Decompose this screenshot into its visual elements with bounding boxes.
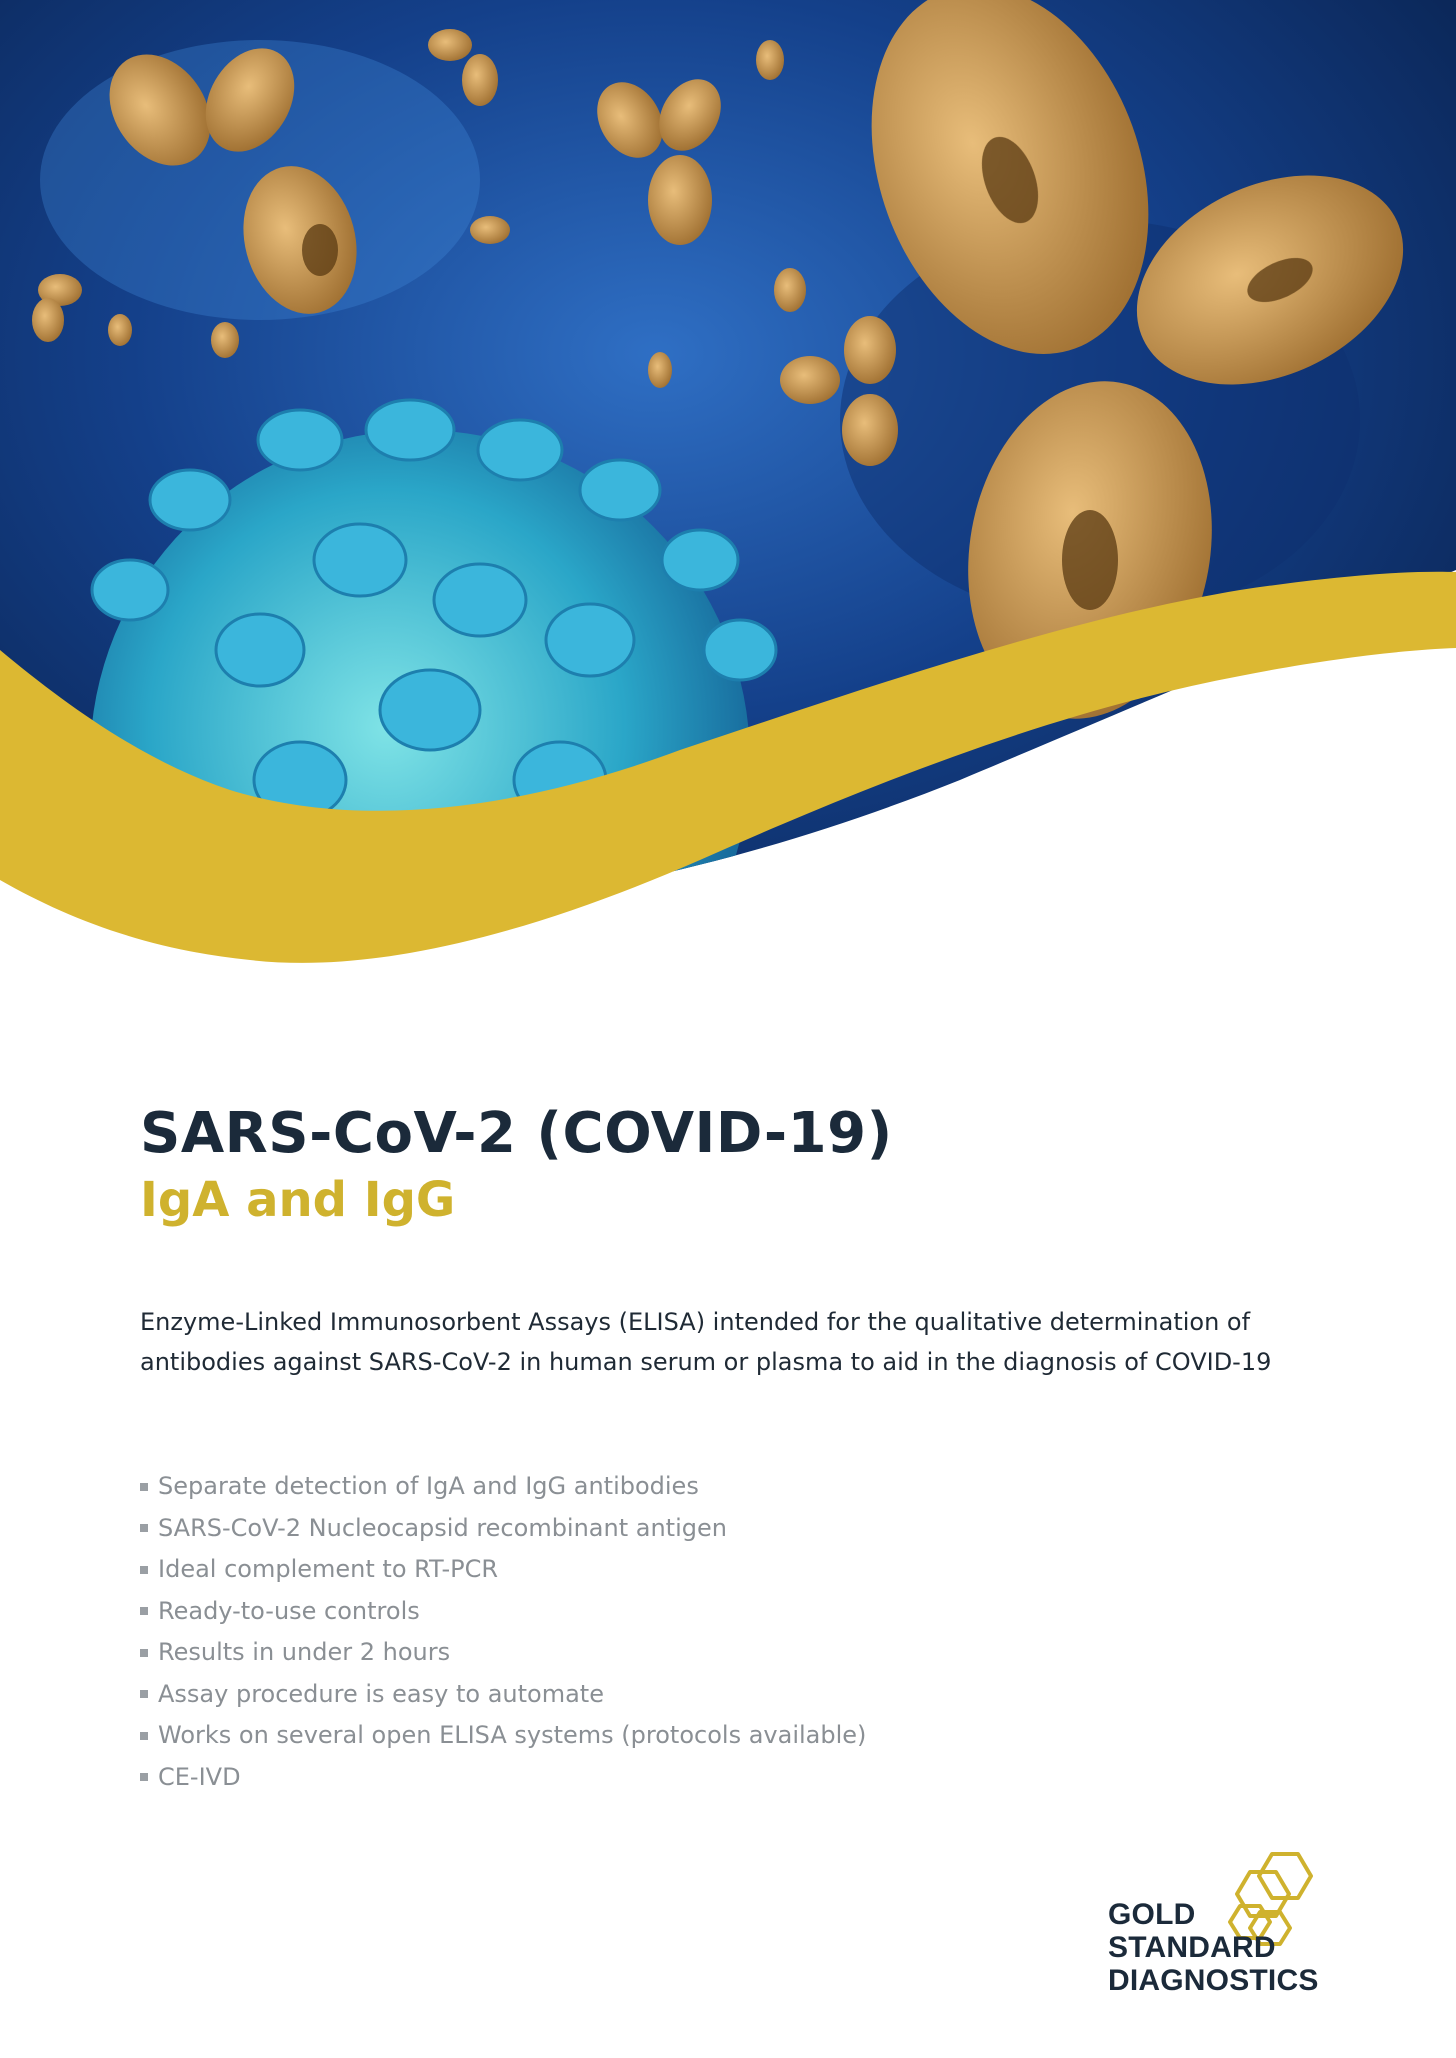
company-logo [1108, 1850, 1328, 2020]
product-info [140, 1100, 1340, 1798]
bullet-icon [140, 1649, 148, 1657]
bullet-icon [140, 1483, 148, 1491]
feature-list [140, 1466, 1340, 1798]
list-item [140, 1632, 1340, 1674]
bullet-icon [140, 1690, 148, 1698]
list-item [140, 1715, 1340, 1757]
bullet-icon [140, 1607, 148, 1615]
hero-illustration [0, 0, 1456, 1010]
logo-line: GOLD [1108, 1898, 1196, 1931]
feature-text: Works on several open ELISA systems (protocols available) [158, 1721, 867, 1749]
hero-image [0, 0, 1456, 1010]
list-item [140, 1549, 1340, 1591]
feature-text: Ideal complement to RT-PCR [158, 1555, 499, 1583]
list-item [140, 1466, 1340, 1508]
list-item [140, 1508, 1340, 1550]
logo-wordmark [1108, 1898, 1319, 1997]
bullet-icon [140, 1732, 148, 1740]
list-item [140, 1674, 1340, 1716]
logo-line: STANDARD [1108, 1931, 1276, 1964]
logo-line: DIAGNOSTICS [1108, 1964, 1319, 1997]
feature-text: Ready-to-use controls [158, 1596, 420, 1625]
bullet-icon [140, 1524, 148, 1532]
feature-text: SARS-CoV-2 Nucleocapsid recombinant antigen [158, 1513, 727, 1542]
product-description: Enzyme-Linked Immunosorbent Assays (ELISA) intended for the qualitative determination of antibodies against SARS-CoV-2 in human serum or plasma to aid in the diagnosis of COVID-19 [140, 1308, 1272, 1376]
page-subtitle: IgA and IgG [140, 1172, 456, 1228]
bullet-icon [140, 1566, 148, 1574]
feature-text: CE-IVD [158, 1762, 241, 1791]
list-item [140, 1591, 1340, 1633]
list-item [140, 1757, 1340, 1799]
bullet-icon [140, 1773, 148, 1781]
page-title: SARS-CoV-2 (COVID-19) [140, 1101, 893, 1166]
feature-text: Separate detection of IgA and IgG antibodies [158, 1472, 699, 1500]
feature-text: Results in under 2 hours [158, 1638, 451, 1666]
feature-text: Assay procedure is easy to automate [158, 1679, 604, 1708]
